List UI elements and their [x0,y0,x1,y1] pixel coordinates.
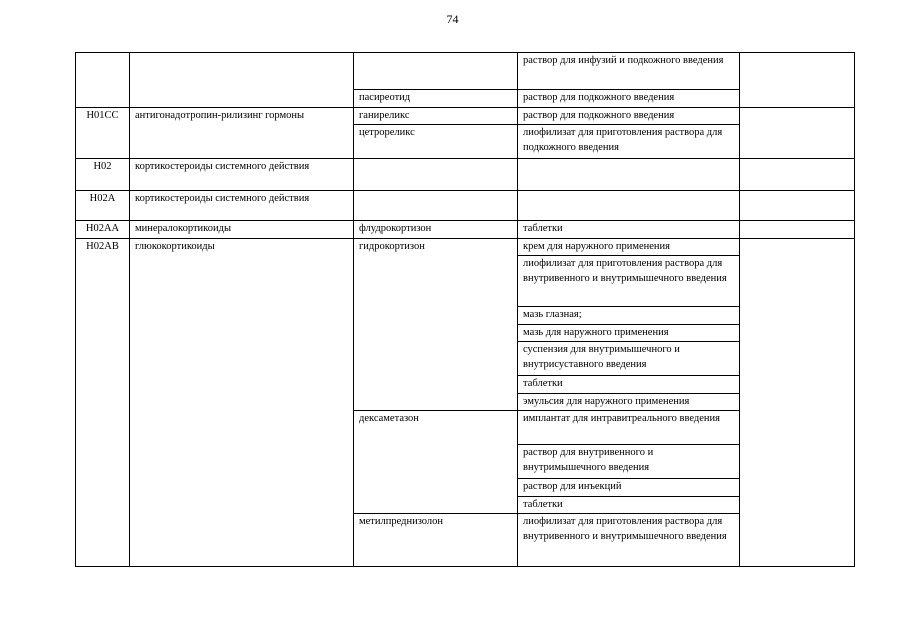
dosage-form-cell: имплантат для интравитреального введения [518,411,740,445]
table-row [76,191,855,221]
empty-cell [740,238,855,567]
dosage-form-cell: раствор для подкожного введения [518,90,740,108]
empty-cell [740,191,855,221]
dosage-form-cell [518,159,740,191]
substance-cell: гидрокортизон [354,238,518,411]
empty-cell [740,53,855,108]
table-row [76,221,855,239]
substance-cell: пасиреотид [354,90,518,108]
substance-cell [354,53,518,90]
substance-cell: метилпреднизолон [354,514,518,567]
substance-cell [354,159,518,191]
substance-cell [354,191,518,221]
dosage-form-cell: лиофилизат для приготовления раствора для внутривенного и внутримышечного введения [518,256,740,307]
dosage-form-cell [518,191,740,221]
group-name-cell: кортикостероиды системного действия [130,191,354,221]
group-name-cell: кортикостероиды системного действия [130,159,354,191]
page-number: 74 [446,12,459,26]
dosage-form-cell: раствор для подкожного введения [518,107,740,125]
dosage-form-cell: лиофилизат для приготовления раствора для внутривенного и внутримышечного введения [518,514,740,567]
dosage-form-cell: раствор для инъекций [518,479,740,497]
atc-code-cell: H01CC [76,107,130,159]
group-name-cell: минералокортикоиды [130,221,354,239]
group-name-cell: антигонадотропин-рилизинг гормоны [130,107,354,159]
dosage-form-cell: раствор для инфузий и подкожного введения [518,53,740,90]
atc-code-cell: H02 [76,159,130,191]
table-row [76,159,855,191]
dosage-form-cell: лиофилизат для приготовления раствора для подкожного введения [518,125,740,159]
empty-cell [740,221,855,239]
dosage-form-cell: таблетки [518,376,740,394]
atc-code-cell [76,53,130,108]
substance-cell: цетрореликс [354,125,518,159]
table-row [76,238,855,256]
atc-code-cell: H02A [76,191,130,221]
dosage-form-cell: раствор для внутривенного и внутримышечного введения [518,445,740,479]
atc-code-cell: H02AA [76,221,130,239]
dosage-form-cell: крем для наружного применения [518,238,740,256]
group-name-cell [130,53,354,108]
dosage-form-cell: эмульсия для наружного применения [518,393,740,411]
dosage-form-cell: таблетки [518,221,740,239]
dosage-form-cell: суспензия для внутримышечного и внутрисуставного введения [518,342,740,376]
dosage-form-cell: мазь глазная; [518,307,740,325]
empty-cell [740,107,855,159]
group-name-cell: глюкокортикоиды [130,238,354,567]
table-row [76,107,855,125]
drug-table [75,52,855,567]
empty-cell [740,159,855,191]
substance-cell: флудрокортизон [354,221,518,239]
table-row [76,53,855,90]
substance-cell: ганиреликс [354,107,518,125]
atc-code-cell: H02AB [76,238,130,567]
dosage-form-cell: таблетки [518,496,740,514]
dosage-form-cell: мазь для наружного применения [518,324,740,342]
substance-cell: дексаметазон [354,411,518,514]
